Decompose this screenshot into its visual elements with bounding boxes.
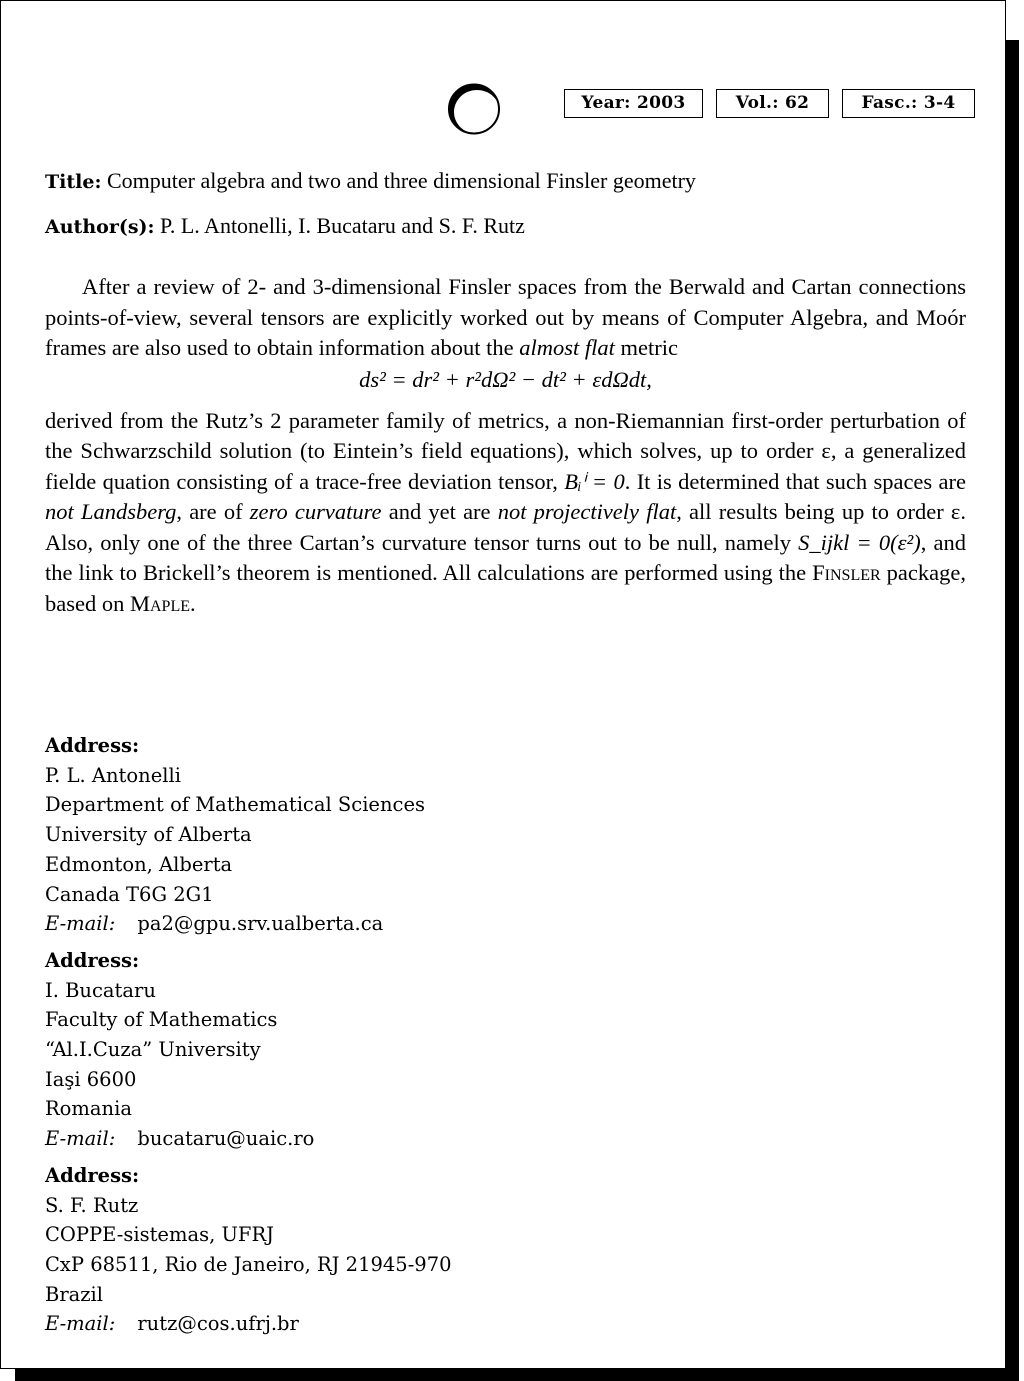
address-line: Department of Mathematical Sciences	[45, 793, 426, 817]
abstract-paragraph-2	[45, 406, 966, 620]
software-name: Maple	[129, 590, 190, 616]
title-label: Title:	[45, 171, 102, 193]
address-label: Address:	[45, 948, 140, 972]
abstract-text: , and the link to Brickell’s theorem is mentioned. All calculations are performed using the	[45, 529, 966, 585]
address-line: CxP 68511, Rio de Janeiro, RJ 21945-970	[45, 1252, 452, 1276]
address-line: University of Alberta	[45, 823, 252, 847]
inline-math: Bᵢⁱ = 0	[564, 468, 625, 494]
abstract-text: , are of	[176, 499, 250, 524]
address-line: Edmonton, Alberta	[45, 852, 233, 876]
volume-badge: Vol.: 62	[716, 89, 829, 118]
abstract-text: . It is determined that such spaces are	[624, 468, 967, 494]
address-line: COPPE-sistemas, UFRJ	[45, 1223, 274, 1247]
abstract-paragraph-1	[45, 272, 966, 364]
abstract-emphasis: not Landsberg	[45, 499, 177, 524]
abstract-emphasis: zero curvature	[249, 499, 382, 524]
software-name: Finsler	[812, 560, 881, 585]
year-badge: Year: 2003	[564, 89, 703, 118]
display-equation: ds² = dr² + r²dΩ² − dt² + εdΩdt,	[359, 366, 652, 392]
email-address[interactable]: rutz@cos.ufrj.br	[137, 1312, 299, 1336]
email-row	[45, 1309, 452, 1339]
abstract-text: derived from the Rutz’s 2 parameter family of metrics, a non-Riemannian first-order perturbation of the Schwarzschild solution (to Eintein’s field equations), which solves, up to order ε, a generalized fielde quation consisting of a trace-free deviation tensor,	[45, 407, 966, 494]
address-label: Address:	[45, 1163, 140, 1187]
address-line: Faculty of Mathematics	[45, 1008, 278, 1032]
title-row	[45, 168, 696, 194]
address-line: S. F. Rutz	[45, 1193, 139, 1217]
address-line: “Al.I.Cuza” University	[45, 1038, 261, 1062]
address-line: Romania	[45, 1097, 132, 1121]
email-address[interactable]: bucataru@uaic.ro	[137, 1127, 315, 1151]
address-line: Brazil	[45, 1282, 104, 1306]
abstract-text: and yet are	[381, 499, 498, 524]
abstract-emphasis: almost flat	[519, 335, 615, 360]
abstract	[45, 272, 966, 619]
address-block	[45, 731, 452, 939]
email-label: E-mail:	[45, 912, 116, 936]
addresses	[45, 731, 452, 1346]
address-line: P. L. Antonelli	[45, 763, 181, 787]
abstract-text: .	[190, 590, 196, 616]
abstract-text: metric	[614, 335, 678, 360]
crescent-circle-logo-icon	[447, 83, 501, 135]
paper-title: Computer algebra and two and three dimensional Finsler geometry	[106, 168, 696, 193]
fascicle-badge: Fasc.: 3-4	[842, 89, 975, 118]
email-label: E-mail:	[45, 1312, 116, 1336]
abstract-text: package, based on	[45, 560, 966, 616]
inline-math: S_ijkl = 0(ε²)	[798, 529, 921, 555]
abstract-text: , all results being up to order ε. Also, only one of the three Cartan’s curvature tensor turns out to be null, namely	[45, 499, 966, 555]
email-address[interactable]: pa2@gpu.srv.ualberta.ca	[137, 912, 384, 936]
address-line: Iaşi 6600	[45, 1067, 137, 1091]
address-block	[45, 946, 452, 1154]
abstract-emphasis: not projectively flat	[497, 499, 677, 524]
address-label: Address:	[45, 734, 140, 757]
address-line: Canada T6G 2G1	[45, 882, 214, 906]
authors-label: Author(s):	[45, 216, 155, 238]
address-block	[45, 1161, 452, 1339]
email-row	[45, 1124, 452, 1154]
email-row	[45, 909, 452, 939]
address-line: I. Bucataru	[45, 978, 156, 1002]
email-label: E-mail:	[45, 1127, 116, 1151]
abstract-text: After a review of 2- and 3-dimensional Finsler spaces from the Berwald and Cartan connections points-of-view, several tensors are explicitly worked out by means of Computer Algebra, and Moór frames are also used to obtain information about the	[45, 274, 966, 360]
authors-row	[45, 213, 525, 239]
paper-authors: P. L. Antonelli, I. Bucataru and S. F. Rutz	[160, 213, 525, 238]
